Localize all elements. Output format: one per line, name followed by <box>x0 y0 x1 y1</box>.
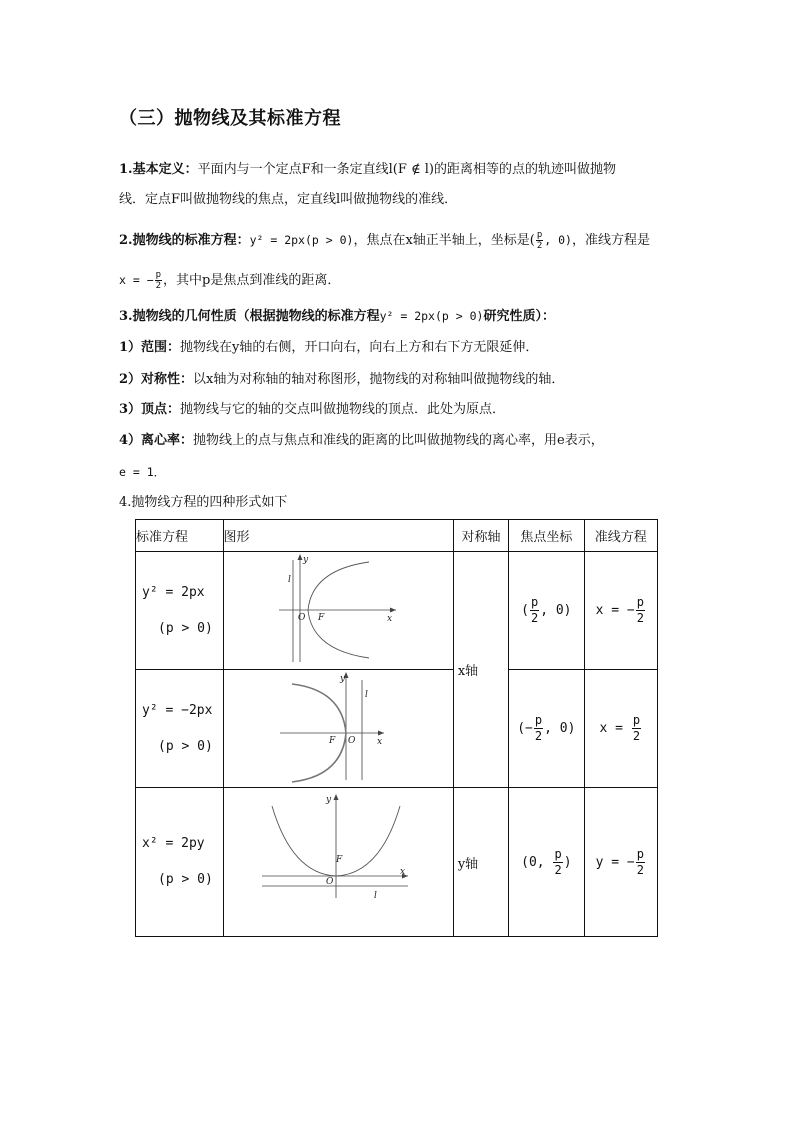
equation: y² = 2px <box>142 584 205 600</box>
condition: (p > 0) <box>158 738 213 754</box>
parabola-up-graph <box>224 788 452 932</box>
table-row <box>136 552 658 670</box>
table-header-row <box>136 520 658 552</box>
y-axis-label: y <box>339 674 345 684</box>
header-directrix: 准线方程 <box>584 520 657 552</box>
directrix-fraction: $\frac{p}{2}$ <box>155 270 162 291</box>
property-range: 1）范围：抛物线在y轴的右侧，开口向右，向右上方和右下方无限延伸． <box>119 340 539 355</box>
condition: (p > 0) <box>158 872 213 887</box>
x-axis-label: x <box>376 737 382 747</box>
properties-heading: 3.抛物线的几何性质（根据抛物线的标准方程y² = 2px(p > 0)研究性质）： <box>119 309 555 324</box>
equation-cell <box>136 670 224 788</box>
x-axis-label: x <box>399 867 405 877</box>
header-standard-equation: 标准方程 <box>136 520 224 552</box>
table-row <box>136 788 658 937</box>
focus-fraction: $\frac{p}{2}$ <box>536 230 543 251</box>
focus-cell: (− $\frac{p}{2}$ , 0) <box>509 670 584 788</box>
focus-cell: ( $\frac{p}{2}$ , 0) <box>509 552 584 670</box>
directrix-label: l <box>287 575 291 585</box>
directrix-note: ，其中p是焦点到准线的距离． <box>163 273 341 288</box>
parabola-forms-table <box>135 519 658 937</box>
header-focus: 焦点坐标 <box>509 520 584 552</box>
header-axis: 对称轴 <box>453 520 508 552</box>
focus-fraction: $\frac{p}{2}$ <box>530 595 539 625</box>
origin-label: O <box>325 877 333 887</box>
equation-cell <box>136 788 224 937</box>
axis-cell: x轴 <box>453 552 508 788</box>
property-vertex: 3）顶点：抛物线与它的轴的交点叫做抛物线的顶点．此处为原点． <box>119 402 506 417</box>
focus-cell: (0, $\frac{p}{2}$ ) <box>509 788 584 937</box>
y-axis-label: y <box>325 795 331 805</box>
standard-equation-line-2 <box>119 266 340 295</box>
equation-cell <box>136 552 224 670</box>
definition-line-1 <box>119 156 616 184</box>
axis-cell: y轴 <box>453 788 508 937</box>
equation: x² = 2py <box>142 836 205 851</box>
directrix-label: l <box>373 891 377 901</box>
directrix-fraction: $\frac{p}{2}$ <box>632 713 641 743</box>
directrix-cell: y = − $\frac{p}{2}$ <box>584 788 657 937</box>
x-axis-label: x <box>386 614 392 624</box>
parabola-left-graph <box>224 670 452 783</box>
table-row <box>136 670 658 788</box>
focus-fraction: $\frac{p}{2}$ <box>534 713 543 743</box>
eccentricity-value: e = 1． <box>119 465 166 479</box>
properties-equation: y² = 2px(p > 0) <box>379 309 484 323</box>
graph-cell <box>223 788 453 937</box>
focus-label: F <box>335 855 342 865</box>
property-eccentricity: 4）离心率：抛物线上的点与焦点和准线的距离的比叫做抛物线的离心率，用e表示， <box>119 433 604 448</box>
directrix-label: l <box>364 690 368 700</box>
equation: y² = −2px <box>142 702 213 718</box>
section-title: （三）抛物线及其标准方程 <box>119 108 341 129</box>
focus-label: F <box>328 736 335 746</box>
definition-text: 平面内与一个定点F和一条定直线l(F ∉ l)的距离相等的点的轨迹叫做抛物 <box>197 162 616 177</box>
definition-label: 1.基本定义： <box>119 162 198 177</box>
condition: (p > 0) <box>158 620 213 636</box>
y-axis-label: y <box>302 555 308 565</box>
directrix-cell: x = $\frac{p}{2}$ <box>584 670 657 788</box>
origin-label: O <box>347 736 355 746</box>
origin-label: O <box>297 613 305 623</box>
standard-equation-label: 2.抛物线的标准方程： <box>119 233 250 248</box>
parabola-right-graph <box>224 552 452 665</box>
header-graph: 图形 <box>223 520 453 552</box>
directrix-desc: ，准线方程是 <box>571 233 650 248</box>
four-forms-heading: 4.抛物线方程的四种形式如下 <box>119 495 288 510</box>
directrix-cell: x = − $\frac{p}{2}$ <box>584 552 657 670</box>
focus-label: F <box>317 613 324 623</box>
standard-equation-line-1 <box>119 226 650 255</box>
directrix-fraction: $\frac{p}{2}$ <box>636 595 644 625</box>
property-symmetry: 2）对称性：以x轴为对称轴的轴对称图形，抛物线的对称轴叫做抛物线的轴． <box>119 372 565 387</box>
focus-fraction: $\frac{p}{2}$ <box>554 846 562 877</box>
directrix-fraction: $\frac{p}{2}$ <box>636 846 644 877</box>
focus-desc: ，焦点在x轴正半轴上，坐标是( <box>353 233 535 248</box>
focus-coord-end: , 0) <box>544 233 572 247</box>
graph-cell <box>223 552 453 670</box>
standard-equation: y² = 2px(p > 0) <box>249 233 354 247</box>
directrix-equation: x = − <box>119 273 154 287</box>
definition-line-2: 线．定点F叫做抛物线的焦点，定直线l叫做抛物线的准线． <box>119 192 458 207</box>
graph-cell <box>223 670 453 788</box>
